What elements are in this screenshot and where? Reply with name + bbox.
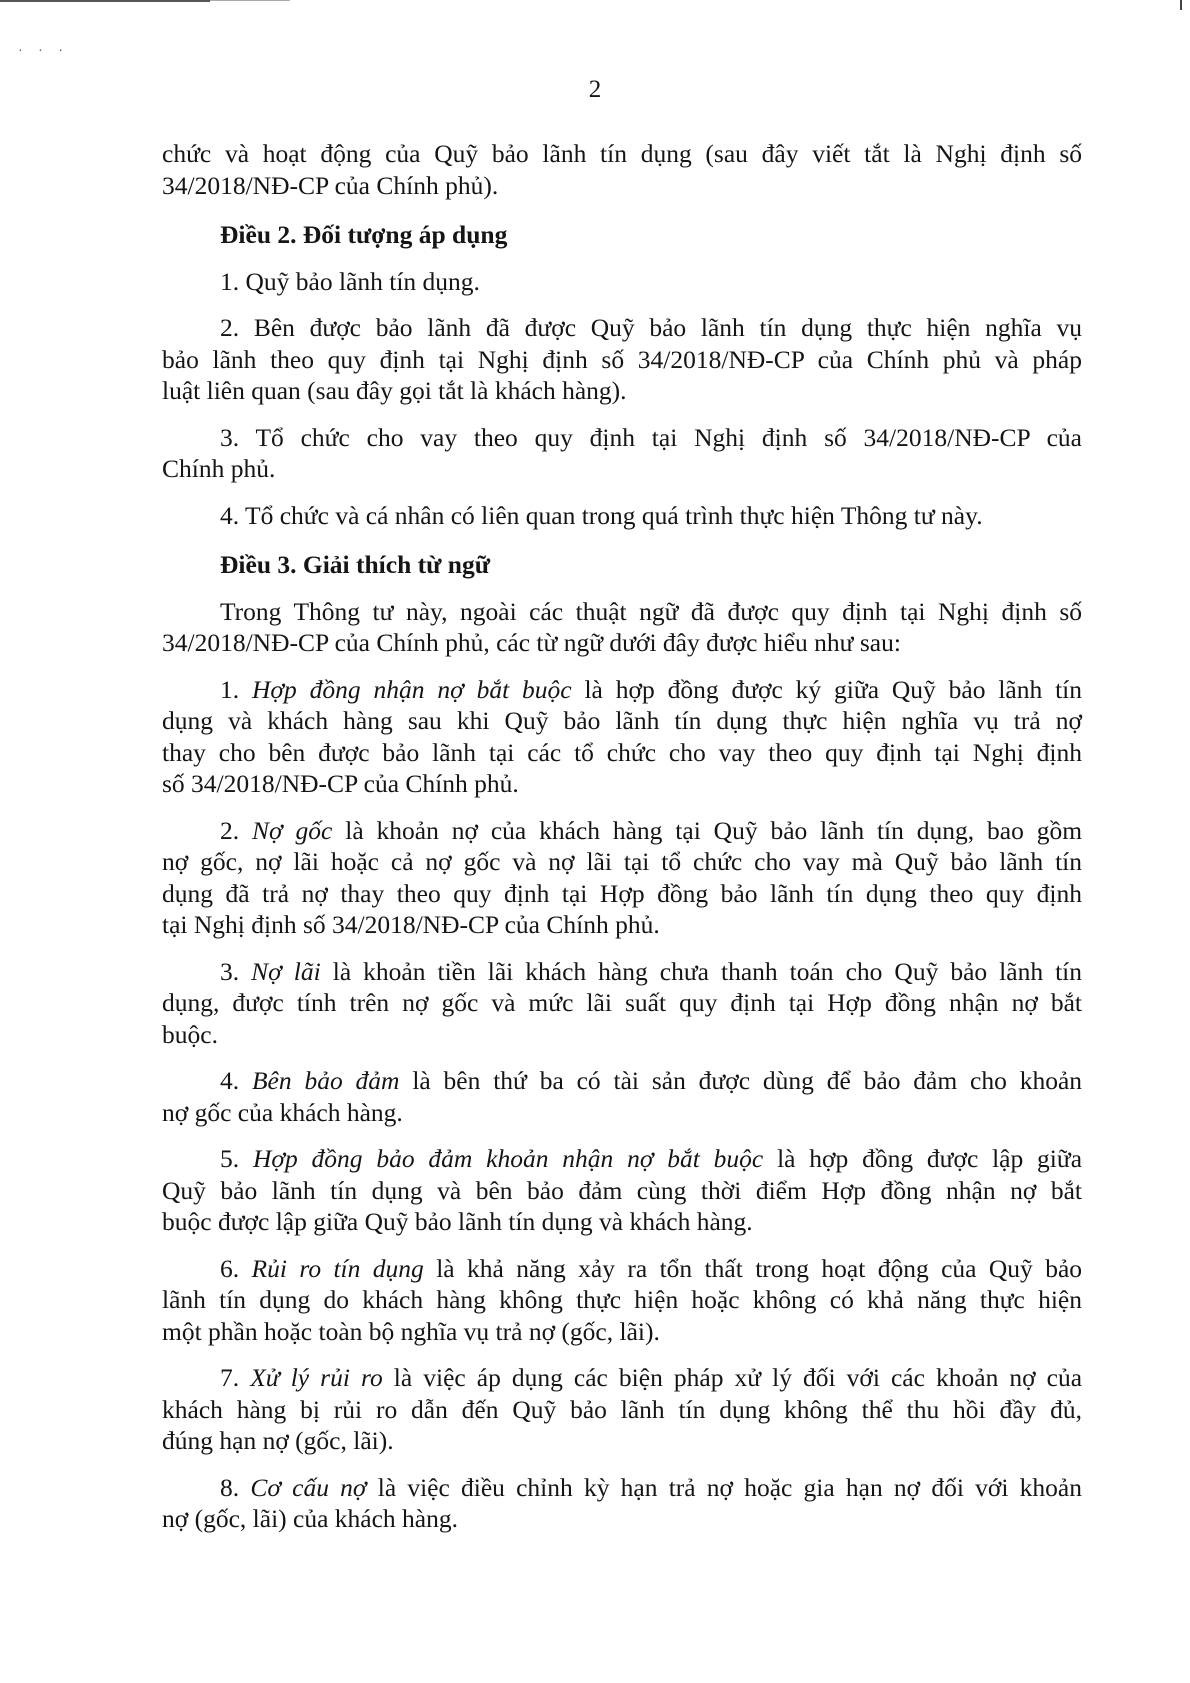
definition-1 <box>162 674 1082 800</box>
definition-4 <box>162 1065 1082 1128</box>
text-line: đúng hạn nợ (gốc, lãi). <box>162 1426 394 1455</box>
text-line: dụng và khách hàng sau khi Quỹ bảo lãnh tín dụng thực hiện nghĩa vụ trả nợ <box>162 706 1082 735</box>
scan-corner-mark <box>1180 0 1182 10</box>
definition-term: Cơ cấu nợ <box>250 1472 367 1502</box>
scan-top-edge-faint <box>210 0 290 1</box>
text-line: Chính phủ. <box>162 454 276 483</box>
text-line: một phần hoặc toàn bộ nghĩa vụ trả nợ (gốc, lãi). <box>162 1316 660 1346</box>
definition-5 <box>162 1143 1082 1238</box>
text-line: thay cho bên được bảo lãnh tại các tổ chức cho vay theo quy định tại Nghị định <box>162 737 1082 767</box>
text-line: tại Nghị định số 34/2018/NĐ-CP của Chính phủ. <box>162 910 660 939</box>
text-line: 3. Tổ chức cho vay theo quy định tại Nghị định số 34/2018/NĐ-CP của <box>220 422 1082 452</box>
text-line: dụng đã trả nợ thay theo quy định tại Hợp đồng bảo lãnh tín dụng theo quy định <box>162 878 1082 908</box>
definition-3 <box>162 956 1082 1051</box>
text-line: số 34/2018/NĐ-CP của Chính phủ. <box>162 769 519 798</box>
text-line: Quỹ bảo lãnh tín dụng và bên bảo đảm cùng thời điểm Hợp đồng nhận nợ bắt <box>162 1175 1082 1205</box>
definition-text: là việc điều chỉnh kỳ hạn trả nợ hoặc gia hạn nợ đối với khoản <box>377 1472 1082 1502</box>
scan-specks: · · · <box>18 44 69 59</box>
definition-text: là khoản tiền lãi khách hàng chưa thanh toán cho Quỹ bảo lãnh tín <box>332 956 1083 986</box>
definition-text: là việc áp dụng các biện pháp xử lý đối với các khoản nợ của <box>393 1363 1083 1392</box>
text-line <box>162 1472 1082 1504</box>
intro-continuation <box>162 138 1082 201</box>
text-line: 2. Bên được bảo lãnh đã được Quỹ bảo lãnh tín dụng thực hiện nghĩa vụ <box>220 313 1082 342</box>
article-2-item-2 <box>162 312 1082 407</box>
definition-term: Bên bảo đảm <box>251 1066 400 1095</box>
definition-number: 7. <box>220 1363 240 1392</box>
text-line: dụng, được tính trên nợ gốc và mức lãi suất quy định tại Hợp đồng nhận nợ bắt <box>162 988 1082 1017</box>
definition-text: là khoản nợ của khách hàng tại Quỹ bảo lãnh tín dụng, bao gồm <box>345 815 1083 845</box>
article-3 <box>162 549 1082 1535</box>
text-line <box>162 1362 1082 1394</box>
definition-number: 3. <box>220 956 240 986</box>
definition-term: Hợp đồng nhận nợ bắt buộc <box>252 674 572 704</box>
page-number: 2 <box>588 76 602 103</box>
definition-8 <box>162 1472 1082 1535</box>
text-line <box>162 1253 1082 1285</box>
text-line: nợ (gốc, lãi) của khách hàng. <box>162 1504 458 1533</box>
article-2-item-1: 1. Quỹ bảo lãnh tín dụng. <box>220 266 480 296</box>
definition-2 <box>162 815 1082 941</box>
text-line: nợ gốc của khách hàng. <box>162 1097 403 1127</box>
definition-text: là bên thứ ba có tài sản được dùng để bảo đảm cho khoản <box>412 1066 1083 1095</box>
text-line <box>162 956 1082 988</box>
intro-line-1: chức và hoạt động của Quỹ bảo lãnh tín dụng (sau đây viết tắt là Nghị định số <box>162 139 1082 168</box>
definition-6 <box>162 1253 1082 1348</box>
document-body <box>162 138 1082 1535</box>
definition-term: Nợ gốc <box>252 815 333 845</box>
text-line: 34/2018/NĐ-CP của Chính phủ, các từ ngữ dưới đây được hiểu như sau: <box>162 628 901 657</box>
text-line: nợ gốc, nợ lãi hoặc cả nợ gốc và nợ lãi tại tổ chức cho vay mà Quỹ bảo lãnh tín <box>162 847 1082 876</box>
text-line: lãnh tín dụng do khách hàng không thực hiện hoặc không có khả năng thực hiện <box>162 1285 1082 1314</box>
text-line: buộc. <box>162 1019 218 1049</box>
definition-number: 2. <box>220 815 240 845</box>
definition-number: 8. <box>220 1472 240 1502</box>
definition-text: là hợp đồng được ký giữa Quỹ bảo lãnh tín <box>584 674 1083 704</box>
scan-top-edge <box>0 0 210 2</box>
text-line <box>162 1065 1082 1097</box>
article-2-heading: Điều 2. Đối tượng áp dụng <box>220 220 508 249</box>
text-line: Trong Thông tư này, ngoài các thuật ngữ đã được quy định tại Nghị định số <box>220 596 1082 626</box>
article-3-intro <box>162 596 1082 659</box>
text-line: buộc được lập giữa Quỹ bảo lãnh tín dụng và khách hàng. <box>162 1207 753 1236</box>
definition-text: là hợp đồng được lập giữa <box>777 1144 1083 1173</box>
article-2-item-3 <box>162 422 1082 485</box>
definition-number: 4. <box>220 1066 240 1095</box>
text-line: khách hàng bị rủi ro dẫn đến Quỹ bảo lãnh tín dụng không thể thu hồi đầy đủ, <box>162 1394 1082 1424</box>
text-line: bảo lãnh theo quy định tại Nghị định số 34/2018/NĐ-CP của Chính phủ và pháp <box>162 344 1082 374</box>
article-3-heading: Điều 3. Giải thích từ ngữ <box>220 550 491 579</box>
intro-line-2: 34/2018/NĐ-CP của Chính phủ). <box>162 170 499 200</box>
article-2-item-4: 4. Tổ chức và cá nhân có liên quan trong quá trình thực hiện Thông tư này. <box>220 500 983 530</box>
definition-term: Xử lý rủi ro <box>250 1363 383 1392</box>
text-line <box>162 815 1082 847</box>
definition-term: Rủi ro tín dụng <box>251 1253 424 1283</box>
definition-text: là khả năng xảy ra tổn thất trong hoạt động của Quỹ bảo <box>436 1253 1083 1283</box>
definition-term: Nợ lãi <box>251 956 321 986</box>
definition-number: 1. <box>220 674 240 704</box>
definition-term: Hợp đồng bảo đảm khoản nhận nợ bắt buộc <box>252 1144 764 1173</box>
article-2 <box>162 219 1082 531</box>
text-line <box>162 1143 1082 1175</box>
definition-7 <box>162 1362 1082 1457</box>
definition-number: 6. <box>220 1253 240 1283</box>
text-line: luật liên quan (sau đây gọi tắt là khách hàng). <box>162 376 627 405</box>
definition-number: 5. <box>220 1144 240 1173</box>
text-line <box>162 674 1082 706</box>
